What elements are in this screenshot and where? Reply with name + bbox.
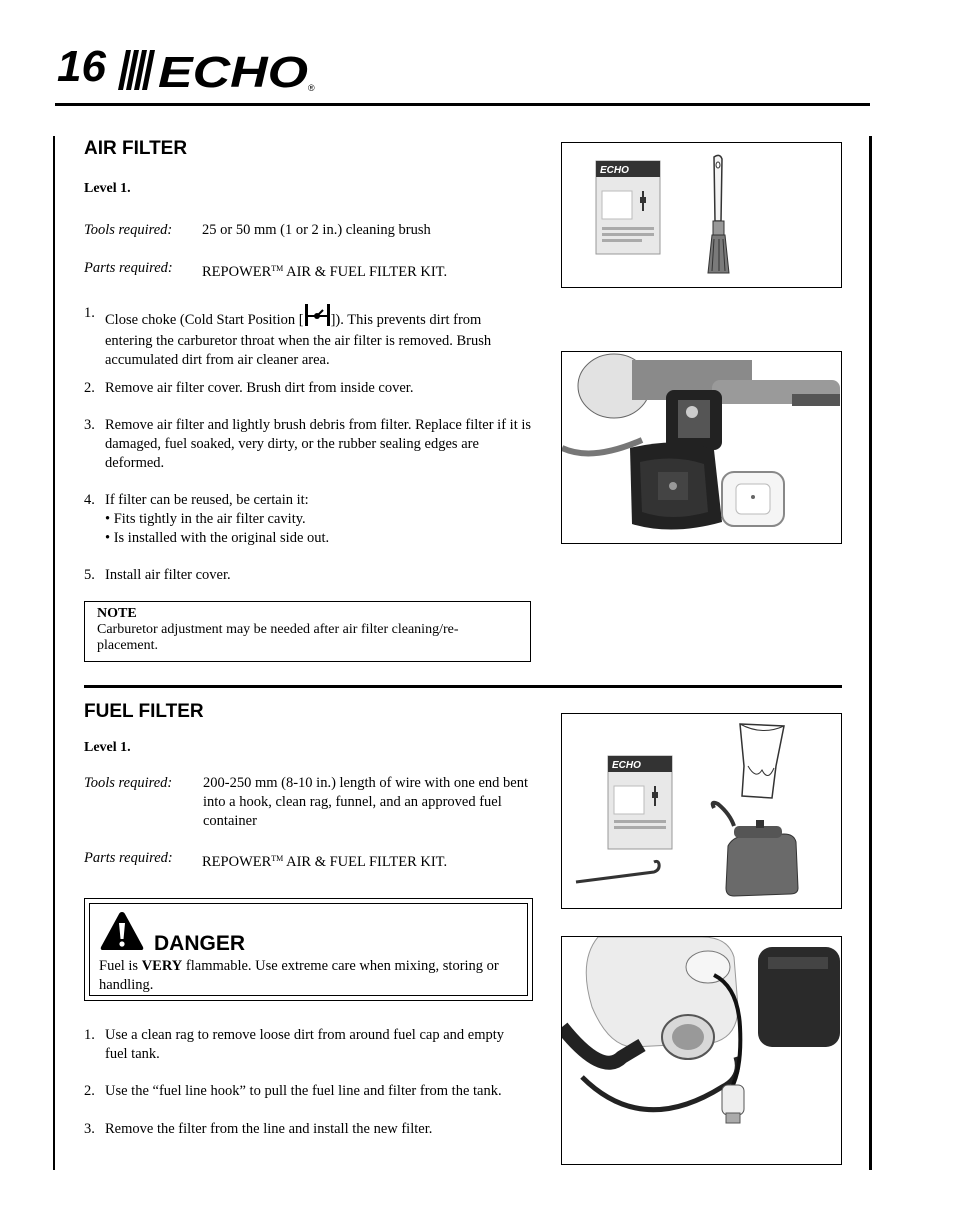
fuel-container-image [713,803,798,896]
bullet-item: • Fits tightly in the air filter cavity. [105,511,306,527]
echo-logo-text: ECHO [158,48,308,94]
fuel-step-2: Use the “fuel line hook” to pull the fuel line and filter from the tank. [105,1083,502,1099]
header-rule [55,103,870,106]
air-filter-cover-image [630,442,722,529]
fuel-step-number: 2. [84,1083,95,1099]
air-tools-value: 25 or 50 mm (1 or 2 in.) cleaning brush [202,222,431,238]
fuel-step-number: 3. [84,1121,95,1137]
fuel-tools-label: Tools required: [84,775,173,791]
air-step-number: 2. [84,380,95,396]
page-number: 16 [57,42,106,91]
fuel-tools-value: 200-250 mm (8-10 in.) length of wire with one end bent into a hook, clean rag, funnel, and an approved fuel container [203,775,528,829]
air-step-4: If filter can be reused, be certain it: • Fits tightly in the air filter cavity. • Is installed with the original side out. [105,491,535,548]
air-step-number: 4. [84,492,95,508]
air-filter-element-image [722,472,784,526]
air-step-number: 3. [84,417,95,433]
funnel-image [740,724,784,798]
wire-hook-image [576,861,659,882]
figure-air-filter-removed [561,351,842,544]
air-parts-value: REPOWER™ AIR & FUEL FILTER KIT. [202,264,448,280]
note-text: Carburetor adjustment may be needed after air filter cleaning/re-placement. [97,622,459,653]
fuel-parts-value: REPOWER™ AIR & FUEL FILTER KIT. [202,854,448,870]
air-step-number: 5. [84,567,95,583]
fuel-filter-title: FUEL FILTER [84,701,204,722]
air-tools-label: Tools required: [84,222,173,238]
figure-fuel-tools [561,713,842,909]
fuel-step-3: Remove the filter from the line and install the new filter. [105,1121,433,1137]
air-parts-label: Parts required: [84,260,173,276]
air-step-5: Install air filter cover. [105,567,231,583]
bullet-item: • Is installed with the original side out. [105,530,330,546]
fuel-step-number: 1. [84,1027,95,1043]
air-filter-title: AIR FILTER [84,138,188,159]
danger-box [84,898,533,1001]
section-divider [84,685,842,688]
registered-mark: ® [308,83,315,93]
air-step-2: Remove air filter cover. Brush dirt from inside cover. [105,380,414,396]
fuel-cap-image [662,1015,714,1059]
choke-icon [304,304,331,332]
filter-kit-package-image [596,161,660,254]
air-step-3: Remove air filter and lightly brush debris from filter. Replace filter if it is damaged, fuel soaked, very dirty, or the rubber sealing edges are deformed. [105,417,532,471]
note-box [84,601,531,662]
fuel-filter-level: Level 1. [84,740,131,755]
danger-title: DANGER [154,932,246,955]
kit-brand-label: ECHO [600,165,629,176]
danger-text: Fuel is VERY flammable. Use extreme care when mixing, storing or handling. [99,958,499,993]
figure-filter-kit-and-brush [561,142,842,288]
fuel-parts-label: Parts required: [84,850,173,866]
air-filter-level: Level 1. [84,181,131,196]
echo-logo [118,46,323,94]
left-margin-rule [53,136,55,1170]
warning-triangle-icon [99,910,145,952]
filter-kit-package-image [608,756,672,849]
right-margin-rule [869,136,872,1170]
figure-fuel-tank-filter [561,936,842,1165]
air-step-number: 1. [84,305,95,321]
note-title: NOTE [97,606,137,621]
kit-brand-label: ECHO [612,760,641,771]
fuel-step-1: Use a clean rag to remove loose dirt from around fuel cap and empty fuel tank. [105,1027,505,1062]
air-step-1: Close choke (Cold Start Position [ ]). This prevents dirt from entering the carburetor throat when the air filter is removed. Brush accumulated dirt from air cleaner area. [105,304,535,370]
cleaning-brush-image [708,155,729,273]
